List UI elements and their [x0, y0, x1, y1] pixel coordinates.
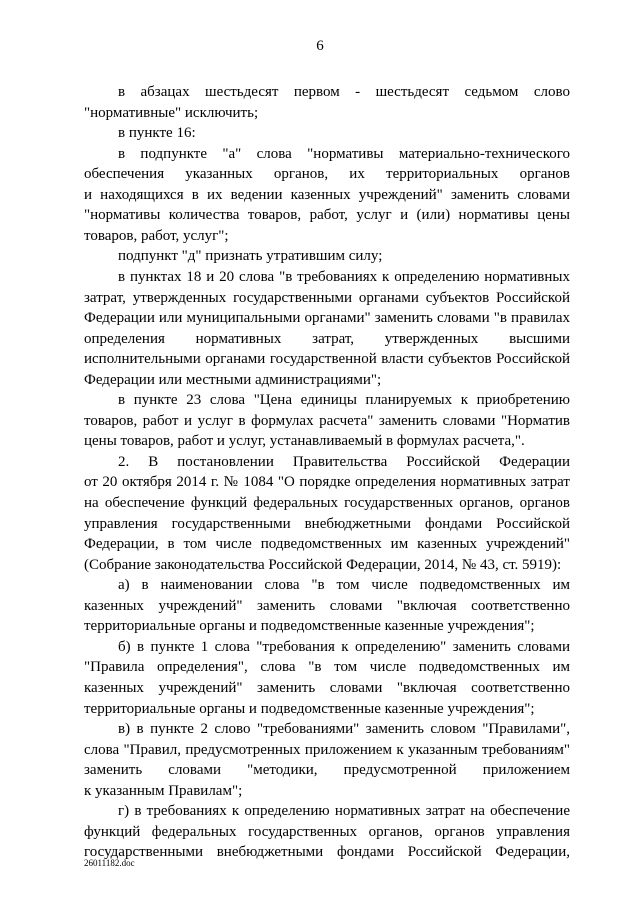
- text-line: от 20 октября 2014 г. № 1084 "О порядке определения нормативных затрат: [84, 474, 570, 491]
- text-line: Федерации или муниципальными органами" заменить словами "в правилах: [84, 310, 570, 327]
- text-line: Федерации или местными администрациями";: [84, 371, 382, 388]
- text-line: "нормативные" исключить;: [84, 104, 259, 121]
- text-line: в пункте 23 слова "Цена единицы планируемых к приобретению: [118, 392, 570, 409]
- text-line: в) в пункте 2 слово "требованиями" заменить словом "Правилами",: [118, 721, 570, 738]
- text-line: и находящихся в их ведении казенных учреждений" заменить словами: [84, 186, 570, 203]
- text-line: слова "Правил, предусмотренных приложением к указанным требованиям": [84, 741, 570, 758]
- text-line: товаров, работ и услуг в формулах расчета" заменить словами "Норматив: [84, 412, 570, 429]
- text-line: б) в пункте 1 слова "требования к определению" заменить словами: [118, 638, 570, 655]
- text-line: территориальные органы и подведомственные казенные учреждения";: [84, 700, 535, 717]
- text-line: территориальные органы и подведомственные казенные учреждения";: [84, 618, 535, 635]
- text-line: "Правила определения", слова "в том числе подведомственных им: [84, 659, 570, 676]
- text-line: исполнительными органами государственной власти субъектов Российской: [84, 351, 570, 368]
- text-line: функций федеральных государственных органов, органов управления: [84, 823, 570, 840]
- text-line: в пункте 16:: [118, 125, 196, 142]
- text-line: управления государственными внебюджетными фондами Российской: [84, 515, 570, 532]
- text-line: г) в требованиях к определению нормативных затрат на обеспечение: [118, 803, 570, 820]
- text-line: в подпункте "а" слова "нормативы материально-технического: [118, 145, 570, 162]
- footer-filename: 26011182.doc: [84, 858, 135, 868]
- text-line: определения нормативных затрат, утвержденных высшими: [84, 330, 570, 347]
- text-line: в абзацах шестьдесят первом - шестьдесят седьмом слово: [118, 84, 570, 100]
- text-line: в пунктах 18 и 20 слова "в требованиях к определению нормативных: [118, 268, 570, 285]
- text-line: заменить словами "методики, предусмотренной приложением: [84, 762, 570, 779]
- text-line: подпункт "д" признать утратившим силу;: [118, 248, 383, 265]
- text-line: (Собрание законодательства Российской Федерации, 2014, № 43, ст. 5919):: [84, 556, 562, 573]
- page-number: 6: [316, 38, 324, 54]
- text-line: 2. В постановлении Правительства Российской Федерации: [118, 453, 570, 470]
- text-line: а) в наименовании слова "в том числе подведомственных им: [118, 577, 570, 594]
- text-line: затрат, утвержденных государственными органами субъектов Российской: [84, 289, 570, 306]
- text-line: товаров, работ, услуг";: [84, 227, 229, 244]
- text-line: обеспечения указанных органов, их территориальных органов: [84, 166, 570, 183]
- text-line: Федерации, в том числе подведомственных им казенных учреждений": [84, 536, 570, 553]
- text-line: казенных учреждений" заменить словами "включая соответственно: [84, 679, 570, 696]
- text-line: государственными внебюджетными фондами Российской Федерации,: [84, 844, 570, 861]
- text-line: к указанным Правилам";: [84, 782, 243, 799]
- text-line: "нормативы количества товаров, работ, услуг и (или) нормативы цены: [84, 207, 570, 224]
- text-line: на обеспечение функций федеральных государственных органов, органов: [84, 495, 570, 511]
- text-line: цены товаров, работ и услуг, устанавливаемый в формулах расчета,".: [84, 433, 525, 450]
- text-line: казенных учреждений" заменить словами "включая соответственно: [84, 597, 570, 614]
